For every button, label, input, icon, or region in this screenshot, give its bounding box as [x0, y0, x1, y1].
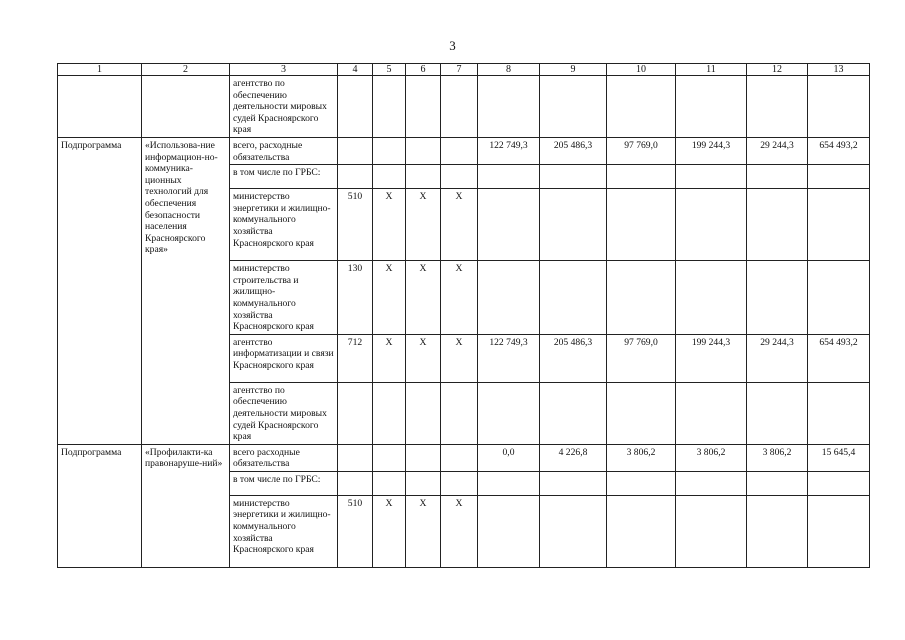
header-cell: 13	[808, 64, 870, 76]
value-cell: 97 769,0	[607, 137, 676, 164]
page-number: 3	[449, 38, 456, 53]
x-cell	[441, 471, 478, 495]
table-row	[58, 444, 870, 471]
value-cell: 199 244,3	[676, 137, 747, 164]
x-cell	[441, 165, 478, 189]
x-cell: X	[406, 334, 441, 382]
code-cell: 130	[338, 261, 373, 335]
value-cell	[478, 495, 540, 567]
value-cell	[607, 76, 676, 138]
grbs-cell: всего, расходные обязательства	[230, 137, 338, 164]
value-cell	[540, 471, 607, 495]
table-row	[58, 137, 870, 164]
value-cell	[747, 76, 808, 138]
value-cell: 122 749,3	[478, 334, 540, 382]
table-row	[58, 76, 870, 138]
header-cell: 4	[338, 64, 373, 76]
x-cell	[406, 137, 441, 164]
x-cell	[373, 382, 406, 444]
value-cell	[808, 76, 870, 138]
value-cell	[607, 189, 676, 261]
x-cell	[373, 471, 406, 495]
x-cell: X	[373, 495, 406, 567]
value-cell: 4 226,8	[540, 444, 607, 471]
header-cell: 1	[58, 64, 142, 76]
grbs-cell: министерство энергетики и жилищно-коммунального хозяйства Красноярского края	[230, 495, 338, 567]
grbs-cell: в том числе по ГРБС:	[230, 471, 338, 495]
grbs-cell: министерство энергетики и жилищно-коммунального хозяйства Красноярского края	[230, 189, 338, 261]
x-cell: X	[406, 261, 441, 335]
value-cell: 205 486,3	[540, 334, 607, 382]
header-cell: 5	[373, 64, 406, 76]
code-cell	[338, 382, 373, 444]
x-cell	[373, 165, 406, 189]
value-cell: 199 244,3	[676, 334, 747, 382]
x-cell	[373, 137, 406, 164]
value-cell	[747, 261, 808, 335]
grbs-cell: всего расходные обязательства	[230, 444, 338, 471]
value-cell: 3 806,2	[676, 444, 747, 471]
value-cell	[808, 261, 870, 335]
header-cell: 11	[676, 64, 747, 76]
x-cell: X	[373, 334, 406, 382]
x-cell	[406, 444, 441, 471]
x-cell: X	[373, 261, 406, 335]
budget-table	[57, 63, 870, 568]
x-cell	[406, 165, 441, 189]
code-cell	[338, 471, 373, 495]
value-cell	[808, 495, 870, 567]
x-cell	[373, 76, 406, 138]
value-cell: 3 806,2	[607, 444, 676, 471]
program-name-cell: «Использова-ние информацион-но-коммуника-ционных технологий для обеспечения безопасности населения Красноярского края»	[142, 137, 230, 444]
value-cell: 29 244,3	[747, 334, 808, 382]
x-cell: X	[441, 261, 478, 335]
value-cell: 97 769,0	[607, 334, 676, 382]
value-cell	[478, 382, 540, 444]
grbs-cell: агентство по обеспечению деятельности мировых судей Красноярского края	[230, 76, 338, 138]
value-cell	[478, 471, 540, 495]
value-cell	[676, 495, 747, 567]
header-cell: 12	[747, 64, 808, 76]
code-cell: 712	[338, 334, 373, 382]
value-cell	[540, 495, 607, 567]
value-cell	[540, 165, 607, 189]
value-cell: 654 493,2	[808, 334, 870, 382]
value-cell	[607, 261, 676, 335]
value-cell	[540, 382, 607, 444]
code-cell	[338, 444, 373, 471]
value-cell	[607, 165, 676, 189]
header-cell: 6	[406, 64, 441, 76]
value-cell: 0,0	[478, 444, 540, 471]
x-cell: X	[441, 189, 478, 261]
header-cell: 9	[540, 64, 607, 76]
header-cell: 10	[607, 64, 676, 76]
header-row	[58, 64, 870, 76]
program-name-cell: «Профилакти-ка правонаруше-ний»	[142, 444, 230, 567]
header-cell: 8	[478, 64, 540, 76]
x-cell: X	[441, 495, 478, 567]
x-cell	[441, 137, 478, 164]
x-cell: X	[441, 334, 478, 382]
x-cell: X	[406, 495, 441, 567]
x-cell: X	[373, 189, 406, 261]
value-cell	[676, 382, 747, 444]
program-name-cell	[142, 76, 230, 138]
x-cell	[406, 382, 441, 444]
value-cell	[540, 76, 607, 138]
value-cell	[747, 471, 808, 495]
value-cell	[676, 261, 747, 335]
header-cell: 2	[142, 64, 230, 76]
program-type-cell: Подпрограмма	[58, 137, 142, 444]
grbs-cell: в том числе по ГРБС:	[230, 165, 338, 189]
value-cell	[607, 495, 676, 567]
x-cell	[441, 76, 478, 138]
value-cell	[808, 471, 870, 495]
code-cell: 510	[338, 189, 373, 261]
x-cell	[441, 382, 478, 444]
value-cell	[540, 261, 607, 335]
grbs-cell: агентство по обеспечению деятельности мировых судей Красноярского края	[230, 382, 338, 444]
value-cell	[607, 382, 676, 444]
x-cell: X	[406, 189, 441, 261]
program-type-cell: Подпрограмма	[58, 444, 142, 567]
value-cell: 15 645,4	[808, 444, 870, 471]
value-cell	[676, 165, 747, 189]
code-cell	[338, 137, 373, 164]
code-cell	[338, 165, 373, 189]
value-cell	[478, 261, 540, 335]
grbs-cell: министерство строительства и жилищно-коммунального хозяйства Красноярского края	[230, 261, 338, 335]
value-cell: 122 749,3	[478, 137, 540, 164]
value-cell	[747, 495, 808, 567]
value-cell	[478, 76, 540, 138]
value-cell: 29 244,3	[747, 137, 808, 164]
program-type-cell	[58, 76, 142, 138]
code-cell: 510	[338, 495, 373, 567]
value-cell: 205 486,3	[540, 137, 607, 164]
value-cell: 654 493,2	[808, 137, 870, 164]
value-cell	[676, 76, 747, 138]
header-cell: 7	[441, 64, 478, 76]
value-cell	[478, 189, 540, 261]
value-cell	[747, 165, 808, 189]
value-cell	[676, 189, 747, 261]
x-cell	[373, 444, 406, 471]
value-cell	[540, 189, 607, 261]
value-cell	[607, 471, 676, 495]
value-cell	[747, 382, 808, 444]
code-cell	[338, 76, 373, 138]
value-cell: 3 806,2	[747, 444, 808, 471]
header-cell: 3	[230, 64, 338, 76]
value-cell	[808, 165, 870, 189]
x-cell	[406, 76, 441, 138]
grbs-cell: агентство информатизации и связи Красноярского края	[230, 334, 338, 382]
value-cell	[747, 189, 808, 261]
value-cell	[478, 165, 540, 189]
x-cell	[406, 471, 441, 495]
x-cell	[441, 444, 478, 471]
value-cell	[808, 189, 870, 261]
value-cell	[676, 471, 747, 495]
value-cell	[808, 382, 870, 444]
